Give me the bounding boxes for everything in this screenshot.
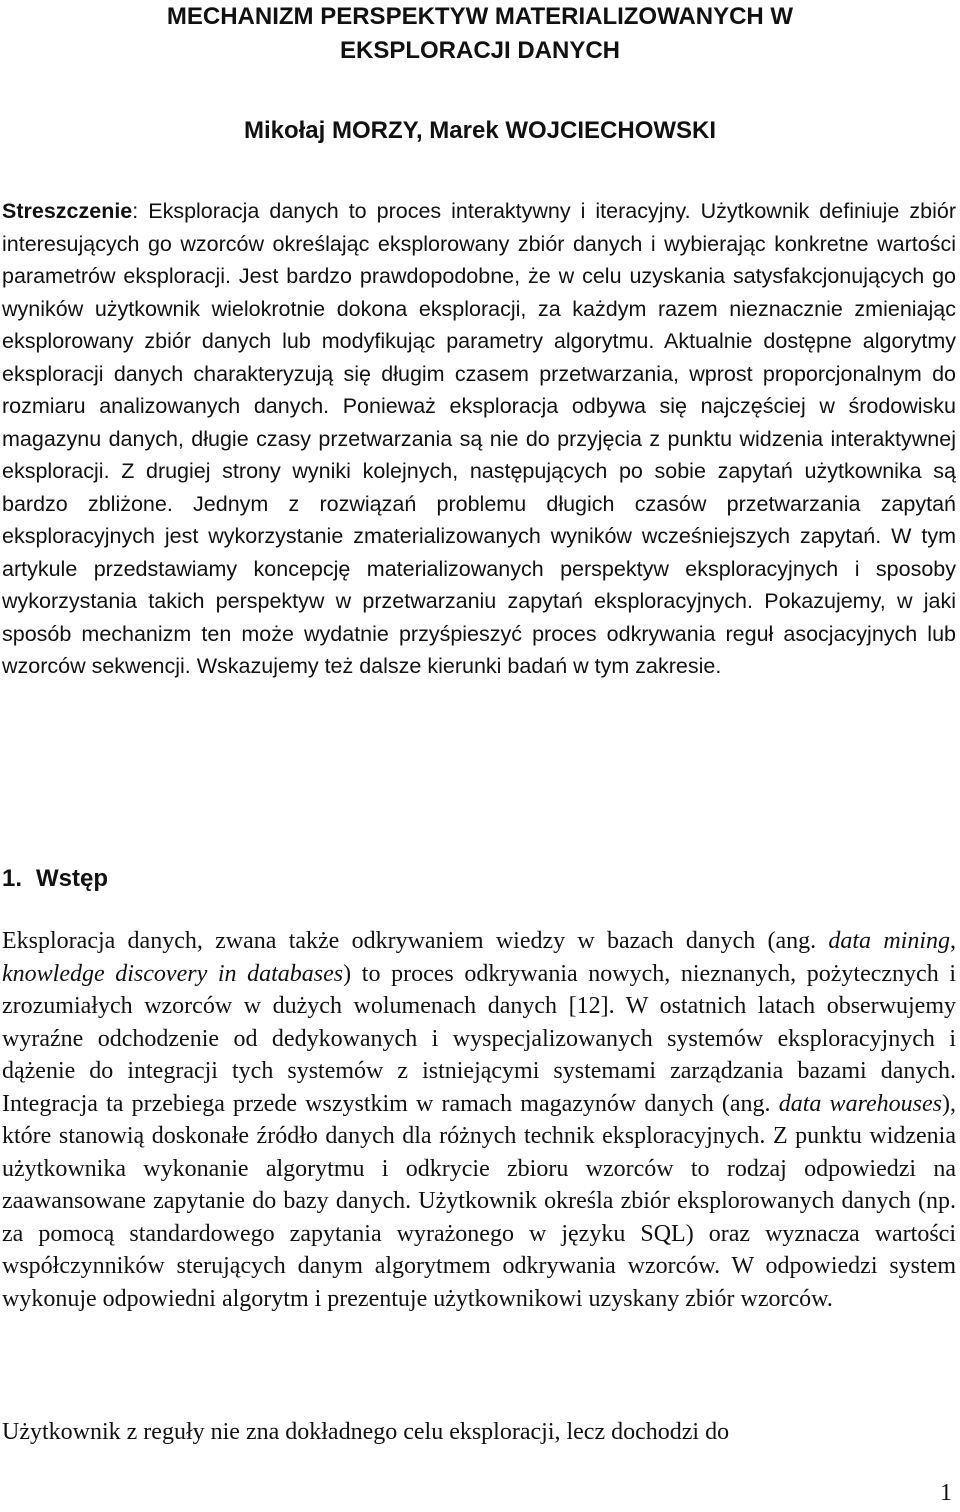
paper-title-line-1: MECHANIZM PERSPEKTYW MATERIALIZOWANYCH W [166, 3, 794, 30]
intro-paragraph-1 [2, 925, 956, 1315]
section-heading [2, 863, 108, 895]
term-data-warehouses: data warehouses [778, 1090, 942, 1117]
section-number: 1. [2, 865, 23, 892]
intro-p1-s3: ) to proces odkrywania nowych, nieznanych, pożytecznych i zrozumiałych wzorców w dużych wolumenach danych [12]. W ostatnich latach obserwujemy wyraźne odchodzenie od dedykowanych i wyspecjalizowanych systemów eksploracyjnych i dążenie do integracji tych systemów z istniejącymi systemami zarządzania bazami danych. Integracja ta przebiega przede wszystkim w ramach magazynów danych (ang. [2, 960, 957, 1117]
paper-title-line-2: EKSPLORACJI DANYCH [339, 37, 621, 64]
intro-p1-s2: , [950, 928, 956, 954]
page-number: 1 [940, 1480, 952, 1506]
intro-p1-s1: Eksploracja danych, zwana także odkrywaniem wiedzy w bazach danych (ang. [2, 928, 829, 954]
paper-authors: Mikołaj MORZY, Marek WOJCIECHOWSKI [243, 117, 717, 144]
abstract [2, 195, 956, 683]
abstract-text: : Eksploracja danych to proces interaktywny i iteracyjny. Użytkownik definiuje zbiór interesujących go wzorców określając eksplorowany zbiór danych i wybierając konkretne wartości parametrów eksploracji. Jest bardzo prawdopodobne, że w celu uzyskania satysfakcjonujących go wyników użytkownik wielokrotnie dokona eksploracji, za każdym razem nieznacznie zmieniając eksplorowany zbiór danych lub modyfikując parametry algorytmu. Aktualnie dostępne algorytmy eksploracji danych charakteryzują się długim czasem przetwarzania, wprost proporcjonalnym do rozmiaru analizowanych danych. Ponieważ eksploracja odbywa się najczęściej w środowisku magazynu danych, długie czasy przetwarzania są nie do przyjęcia z punktu widzenia interaktywnej eksploracji. Z drugiej strony wyniki kolejnych, następujących po sobie zapytań użytkownika są bardzo zbliżone. Jednym z rozwiązań problemu długich czasów przetwarzania zapytań eksploracyjnych jest wykorzystanie zmaterializowanych wyników wcześniejszych zapytań. W tym artykule przedstawiamy koncepcję materializowanych perspektyw eksploracyjnych i sposoby wykorzystania takich perspektyw w przetwarzaniu zapytań eksploracyjnych. Pokazujemy, w jaki sposób mechanizm ten może wydatnie przyśpieszyć proces odkrywania reguł asocjacyjnych lub wzorców sekwencji. Wskazujemy też dalsze kierunki badań w tym zakresie. [2, 199, 956, 678]
intro-paragraph-2: Użytkownik z reguły nie zna dokładnego celu eksploracji, lecz dochodzi do [2, 1419, 730, 1445]
term-data-mining: data mining [828, 928, 950, 954]
term-knowledge-discovery: knowledge discovery in databases [2, 960, 344, 987]
section-title: Wstęp [36, 865, 109, 892]
intro-p1-s4: ), które stanowią doskonałe źródło danych dla różnych technik eksploracyjnych. Z punktu widzenia użytkownika wykonanie algorytmu i odkrycie zbioru wzorców to rodzaj odpowiedzi na zaawansowane zapytanie do bazy danych. Użytkownik określa zbiór eksplorowanych danych (np. za pomocą standardowego zapytania wyrażonego w języku SQL) oraz wyznacza wartości współczynników sterujących danym algorytmem odkrywania wzorców. W odpowiedzi system wykonuje odpowiedni algorytm i prezentuje użytkownikowi uzyskany zbiór wzorców. [2, 1090, 956, 1312]
paper-title [0, 0, 960, 68]
abstract-label: Streszczenie [2, 199, 133, 223]
